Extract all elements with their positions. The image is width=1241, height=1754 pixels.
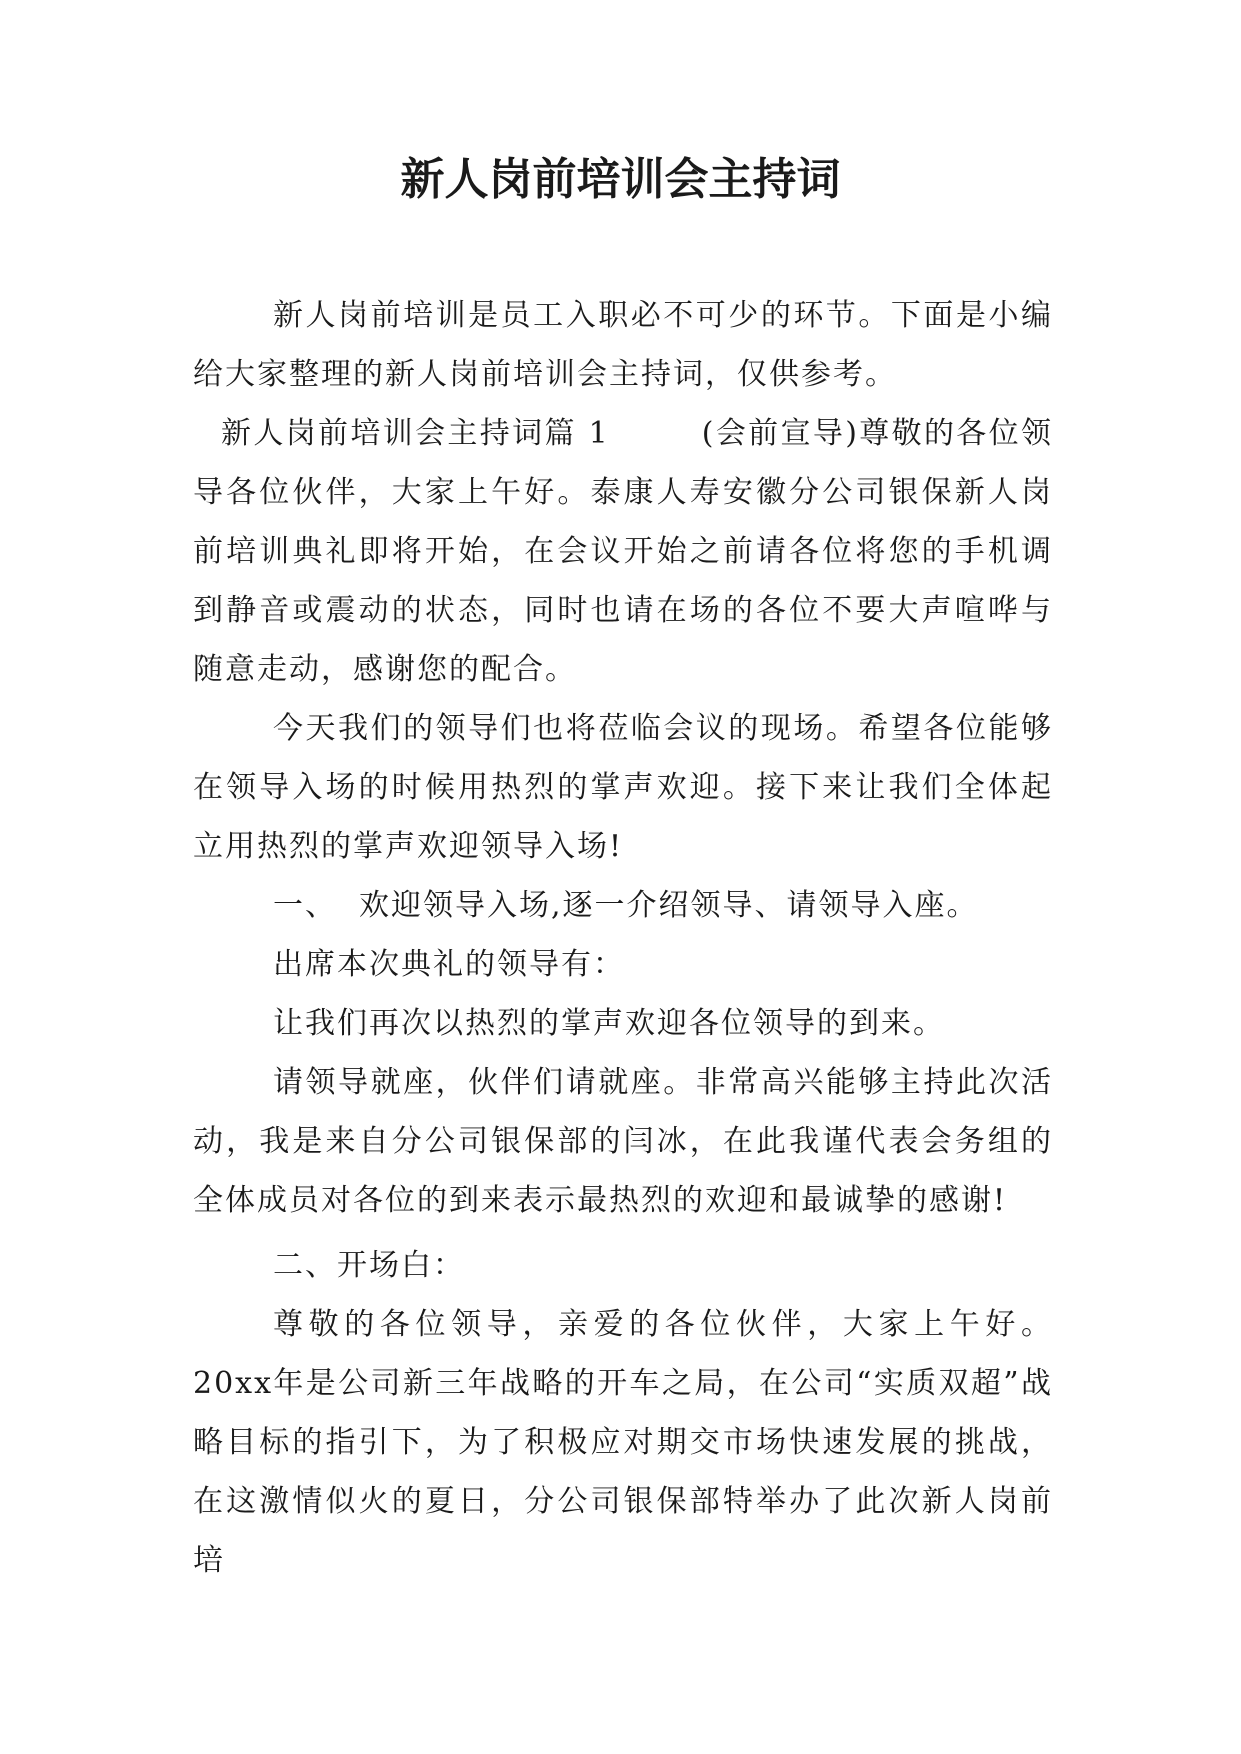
welcome-again-paragraph: 让我们再次以热烈的掌声欢迎各位领导的到来。 (273, 1006, 945, 1041)
article-heading: 新人岗前培训会主持词篇 1 (221, 416, 610, 451)
page-title: 新人岗前培训会主持词 (400, 154, 841, 205)
intro-paragraph: 新人岗前培训是员工入职必不可少的环节。下面是小编给大家整理的新人岗前培训会主持词，仅供参考。 (193, 298, 1053, 392)
section-two-heading: 二、开场白： (273, 1248, 465, 1283)
section-one-number: 一、 (273, 888, 337, 923)
opening-paragraph: 尊敬的各位领导，亲爱的各位伙伴，大家上午好。20xx年是公司新三年战略的开车之局，在公司“实质双超”战略目标的指引下，为了积极应对期交市场快速发展的挑战，在这激情似火的夏日，分公司银保部特举办了此次新人岗前培 (193, 1307, 1053, 1578)
section-one-paragraph (193, 876, 1053, 935)
article-first-text: (会前宣导)尊敬的各位领导各位伙伴，大家上午好。泰康人寿安徽分公司银保新人岗前培训典礼即将开始，在会议开始之前请各位将您的手机调到静音或震动的状态，同时也请在场的各位不要大声喧哗与随意走动，感谢您的配合。 (193, 416, 1053, 687)
document-body (193, 286, 1053, 1590)
section-one-text: 欢迎领导入场,逐一介绍领导、请领导入座。 (359, 888, 979, 923)
leaders-paragraph: 今天我们的领导们也将莅临会议的现场。希望各位能够在领导入场的时候用热烈的掌声欢迎。接下来让我们全体起立用热烈的掌声欢迎领导入场! (193, 711, 1053, 864)
attendees-paragraph: 出席本次典礼的领导有： (273, 947, 625, 982)
host-intro-paragraph: 请领导就座，伙伴们请就座。非常高兴能够主持此次活动，我是来自分公司银保部的闫冰，在此我谨代表会务组的全体成员对各位的到来表示最热烈的欢迎和最诚挚的感谢! (193, 1065, 1053, 1218)
article-first-paragraph (193, 404, 1053, 699)
